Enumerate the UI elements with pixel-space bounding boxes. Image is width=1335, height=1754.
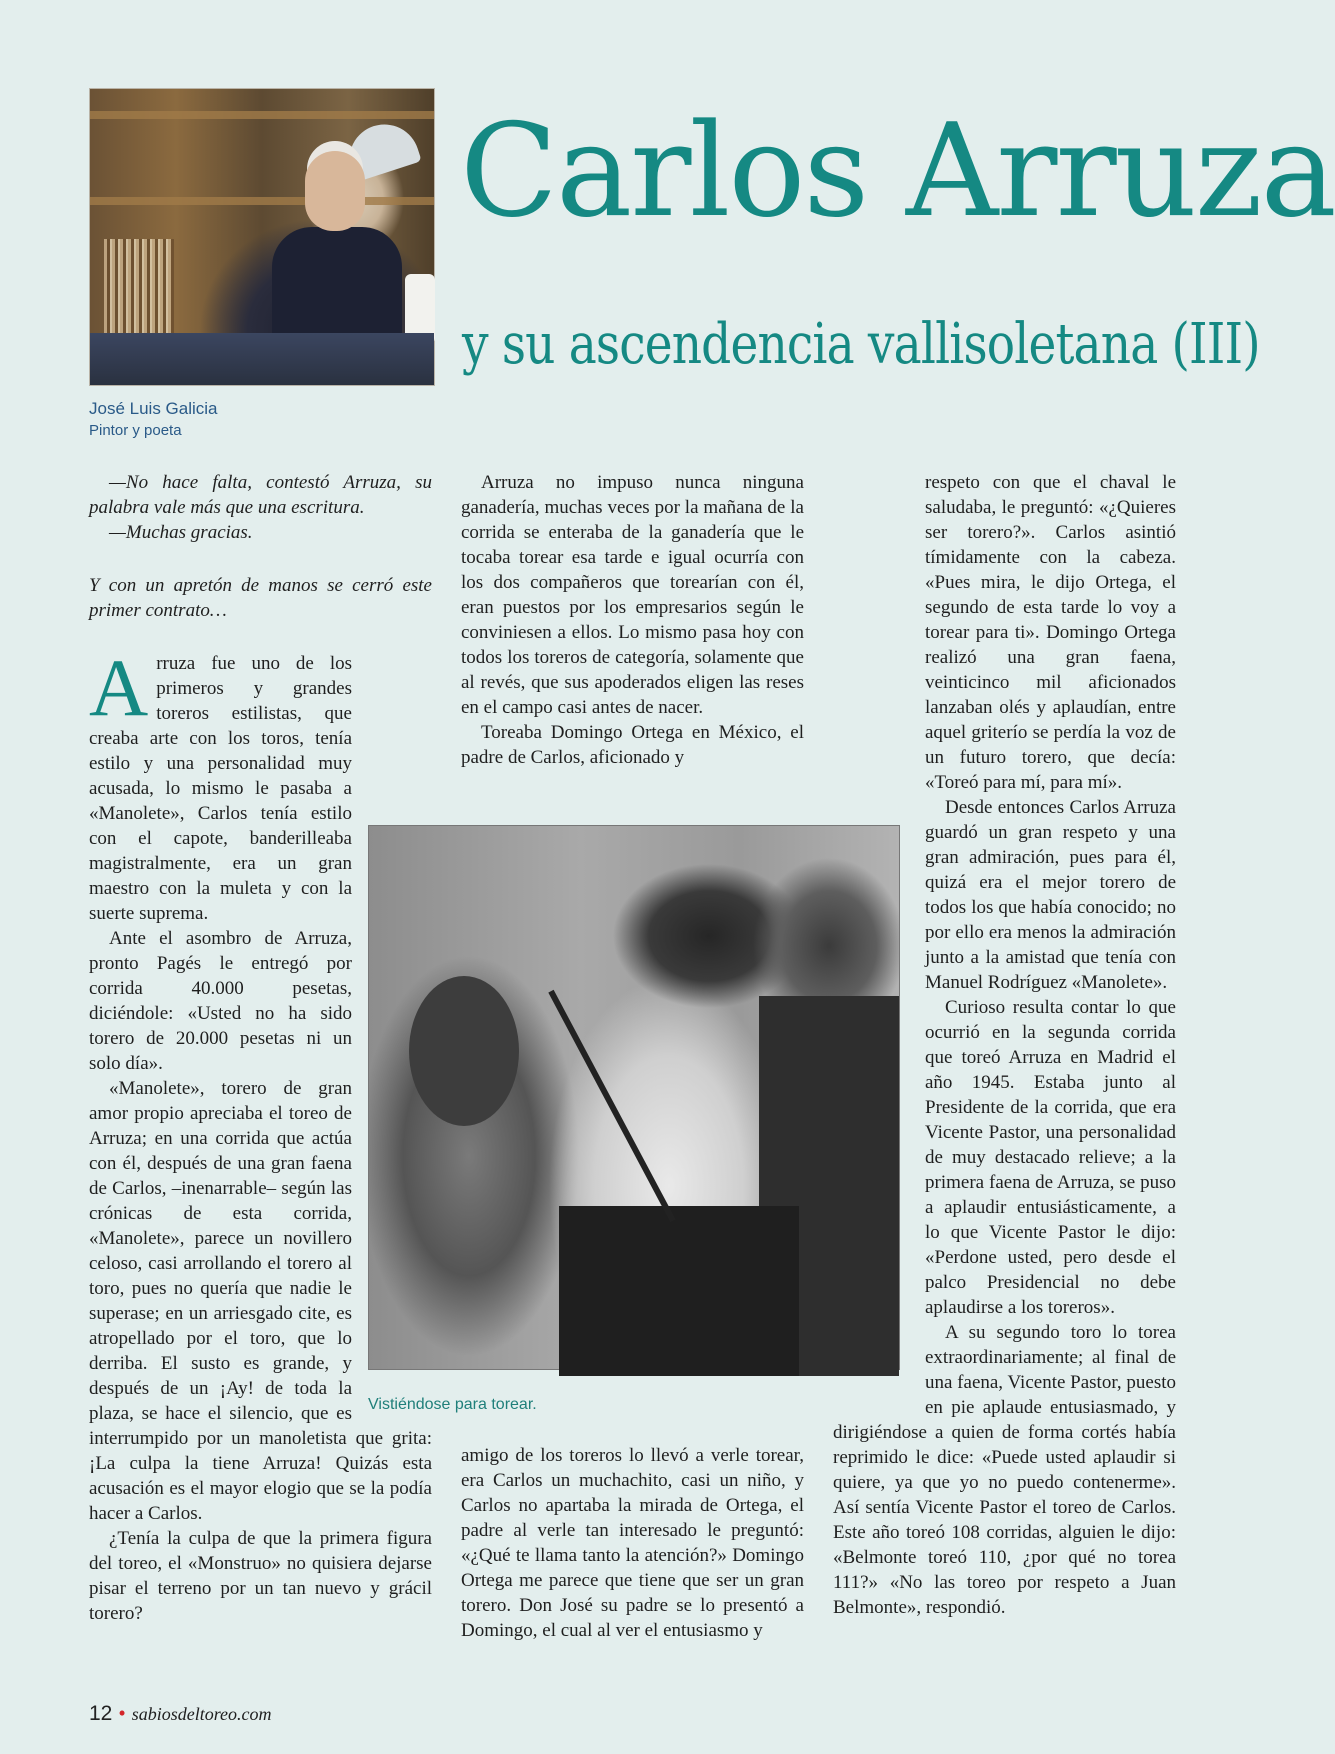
drop-cap: A xyxy=(89,642,149,733)
paragraph: amigo de los toreros lo llevó a verle torear, era Carlos un muchachito, casi un niño, y Carlos no apartaba la mirada de Ortega, el padre al verle tan interesado le preguntó: «¿Qué te llama tanto la atención?» Domingo Ortega me parece que tiene que ser un gran torero. Don José su padre se lo presentó a Domingo, el cual al ver el entusiasmo y xyxy=(461,1445,804,1641)
intro-line-3: Y con un apretón de manos se cerró este primer contrato… xyxy=(89,575,432,621)
intro-line-1: —No hace falta, contestó Arruza, su palabra vale más que una escritura. xyxy=(89,472,432,518)
page-footer xyxy=(89,1701,272,1726)
paragraph: Desde entonces Carlos Arruza guardó un gran respeto y una gran admiración, pues para él, quizá era el mejor torero de todos los que había conocido; no por ello era menos la admiración junto a la amistad que tenía con Manuel Rodríguez «Manolete». xyxy=(925,797,1176,993)
paragraph: Arruza no impuso nunca ninguna ganadería, muchas veces por la mañana de la corrida se enteraba de la ganadería que le tocaba torear esa tarde e igual ocurría con los dos compañeros que torearían con él, eran puestos por los empresarios según le conviniesen a ellos. Lo mismo pasa hoy con todos los toreros de categoría, solamente que al revés, que sus apoderados eligen las reses en el campo casi antes de nacer. xyxy=(461,472,804,718)
author-portrait-photo xyxy=(89,88,435,386)
column-2-continued xyxy=(461,1443,804,1643)
bullet-icon: • xyxy=(118,1701,126,1725)
paragraph: Ante el asombro de Arruza, pronto Pagés le entregó por corrida 40.000 pesetas, diciéndole: «Usted no ha sido torero de 20.000 pesetas ni un solo día». xyxy=(89,928,352,1074)
page-number: 12 xyxy=(89,1702,113,1725)
paragraph: A su segundo toro lo torea extraordinariamente; al final de una faena, Vicente Pastor, puesto en pie aplaude entusiasmado, y dirigiéndose a quien de forma cortés había reprimido le dice: «Puede usted aplaudir si quiere, ya que yo no puedo contenerme». Así sentía Vicente Pastor el toreo de Carlos. Este año toreó 108 corridas, alguien le dijo: «Belmonte toreó 110, ¿por qué no torea 111?» «No las toreo por respeto a Juan Belmonte», respondió. xyxy=(833,1322,1176,1618)
paragraph: respeto con que el chaval le saludaba, le preguntó: «¿Quieres ser torero?». Carlos asintió tímidamente con la cabeza. «Pues mira, le dijo Ortega, el segundo de esta tarde lo voy a torear para ti». Domingo Ortega realizó una gran faena, veinticinco mil aficionados lanzaban olés y aplaudían, entre aquel griterío se perdía la voz de un futuro torero, que decía: «Toreó para mí, para mí». xyxy=(925,472,1176,793)
bullfighter-dressing-photo xyxy=(368,825,900,1370)
paragraph: Arruza fue uno de los primeros y grandes toreros estilistas, que creaba arte con los toros, tenía estilo y una personalidad muy acusada, lo mismo le pasaba a «Manolete», Carlos tenía estilo con el capote, banderilleaba magistralmente, era un gran maestro con la muleta y con la suerte suprema. xyxy=(89,642,352,924)
paragraph: «Manolete», torero de gran amor propio apreciaba el toreo de Arruza; en una corrida que actúa con él, después de una gran faena de Carlos, –inenarrable– según las crónicas de esta corrida, «Manolete», parece un novillero celoso, casi arrollando el torero al toro, pues no quería que nadie le superase; en un arriesgado cite, es atropellado por el toro, que lo derriba. El susto es grande, y después de un ¡Ay! de toda la plaza, se hace el silencio, que es interrumpido por un manoletista que grita: ¡La culpa la tiene Arruza! Quizás esta acusación es el mayor elogio que se la podía hacer a Carlos. xyxy=(89,1078,432,1524)
article-subtitle: y su ascendencia vallisoletana (III) xyxy=(462,312,1260,377)
site-name: sabiosdeltoreo.com xyxy=(131,1704,272,1724)
author-role: Pintor y poeta xyxy=(89,422,182,439)
paragraph: Toreaba Domingo Ortega en México, el padre de Carlos, aficionado y xyxy=(461,722,804,768)
intro-line-2: —Muchas gracias. xyxy=(109,522,253,543)
paragraph: ¿Tenía la culpa de que la primera figura del toreo, el «Monstruo» no quisiera dejarse pisar el terreno por un tan nuevo y grácil torero? xyxy=(89,1528,432,1624)
author-block xyxy=(89,398,218,442)
author-name: José Luis Galicia xyxy=(89,399,218,418)
article-title: Carlos Arruza xyxy=(460,97,1335,246)
photo-caption: Vistiéndose para torear. xyxy=(368,1396,537,1413)
column-2 xyxy=(461,470,804,770)
paragraph: Curioso resulta contar lo que ocurrió en la segunda corrida que toreó Arruza en Madrid el año 1945. Estaba junto al Presidente de la corrida, que era Vicente Pastor, una personalidad de muy destacado relieve; a la primera faena de Arruza, se puso a aplaudir entusiásticamente, a lo que Vicente Pastor le dijo: «Perdone usted, pero desde el palco Presidencial no debe aplaudirse a los toreros». xyxy=(925,997,1176,1318)
